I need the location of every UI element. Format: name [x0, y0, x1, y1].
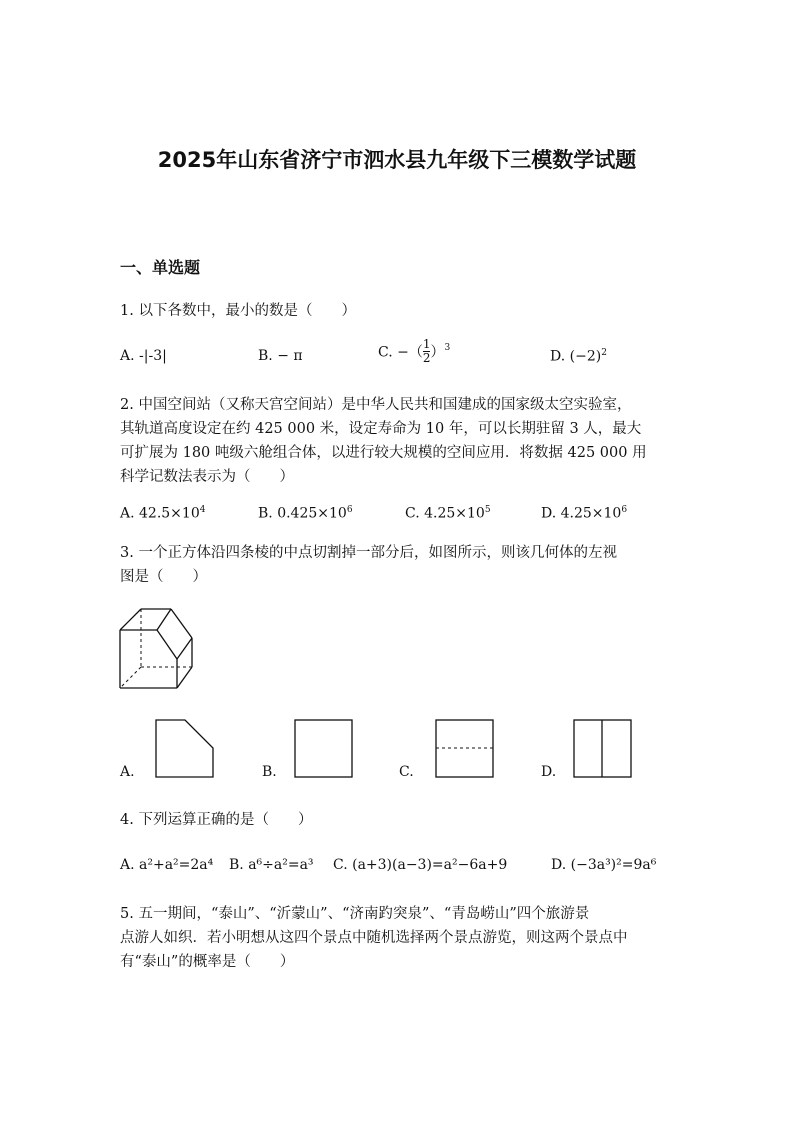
q1-c-denominator: 2: [422, 351, 431, 365]
q2-a-base: A. 42.5×10: [120, 505, 200, 522]
q3-option-a-figure: [155, 719, 215, 779]
q5-line-1: 5. 五一期间，“泰山”、“沂蒙山”、“济南趵突泉”、“青岛崂山”四个旅游景: [120, 906, 590, 922]
cube-edge: [120, 609, 141, 630]
q1-d-exponent: 2: [601, 348, 607, 358]
q1-option-a: A. -|-3|: [120, 348, 167, 364]
q2-b-exponent: 6: [346, 505, 353, 515]
q2-line-1: 2. 中国空间站（又称天宫空间站）是中华人民共和国建成的国家级太空实验室，: [120, 397, 632, 413]
cube-edge: [177, 667, 192, 688]
q3-line-1: 3. 一个正方体沿四条棱的中点切割掉一部分后，如图所示，则该几何体的左视: [120, 545, 617, 561]
q1-option-c-prefix: C. −（: [378, 344, 423, 361]
q2-line-2: 其轨道高度设定在约 425 000 米，设定寿命为 10 年，可以长期驻留 3 人，最大: [120, 421, 642, 437]
question-3-stem: [120, 541, 680, 589]
q5-line-2: 点游人如织．若小明想从这四个景点中随机选择两个景点游览，则这两个景点中: [120, 930, 628, 946]
q2-d-base: D. 4.25×10: [541, 505, 622, 522]
q3-option-b-figure: [294, 719, 354, 779]
question-1-stem: 1. 以下各数中，最小的数是（ ）: [120, 303, 356, 319]
q4-option-d: D. (−3a³)²=9a⁶: [551, 857, 657, 873]
q2-d-exponent: 6: [621, 505, 628, 515]
q1-c-numerator: 1: [422, 337, 431, 351]
q2-option-c: [405, 505, 491, 522]
cube-edge: [157, 609, 171, 630]
question-5-stem: [120, 902, 680, 974]
q1-option-c: [378, 338, 450, 365]
q2-line-3: 可扩展为 180 吨级六舱组合体，以进行较大规模的空间应用．将数据 425 000 用: [120, 445, 647, 461]
q3-option-d-figure: [573, 719, 633, 779]
hidden-edge: [120, 667, 141, 688]
q4-option-c: C. (a+3)(a−3)=a²−6a+9: [333, 857, 508, 873]
cut-cube-figure: [116, 604, 196, 694]
q3-option-b-label: B.: [262, 764, 277, 780]
q2-option-a: [120, 505, 205, 522]
cube-edge: [177, 638, 192, 659]
q1-option-b: B. − π: [258, 348, 303, 364]
q2-option-b: [258, 505, 353, 522]
q2-option-d: [541, 505, 627, 522]
section-heading: 一、单选题: [120, 258, 201, 277]
q1-option-c-suffix: ）: [430, 344, 445, 361]
q4-option-b: B. a⁶÷a²=a³: [229, 857, 314, 873]
cube-edge: [157, 630, 177, 659]
q2-line-4: 科学记数法表示为（ ）: [120, 469, 294, 485]
q3-line-2: 图是（ ）: [120, 569, 207, 585]
q1-option-d: [550, 348, 607, 365]
page-title: 2025年山东省济宁市泗水县九年级下三模数学试题: [157, 148, 637, 172]
q2-a-exponent: 4: [199, 505, 206, 515]
q1-c-exponent: 3: [444, 342, 451, 353]
q2-c-base: C. 4.25×10: [405, 505, 485, 522]
question-2-stem: [120, 393, 680, 489]
q2-c-exponent: 5: [484, 505, 491, 515]
q3-option-c-label: C.: [399, 764, 414, 780]
q3-option-c-figure: [435, 719, 495, 779]
q2-b-base: B. 0.425×10: [258, 505, 347, 522]
q5-line-3: 有“泰山”的概率是（ ）: [120, 954, 295, 970]
cube-edge: [171, 609, 192, 638]
q3-option-a-label: A.: [120, 764, 135, 780]
q4-option-a: A. a²+a²=2a⁴: [120, 857, 214, 873]
question-4-stem: 4. 下列运算正确的是（ ）: [120, 812, 313, 828]
q1-option-d-base: D. (−2): [550, 348, 602, 365]
q3-option-d-label: D.: [541, 764, 557, 780]
